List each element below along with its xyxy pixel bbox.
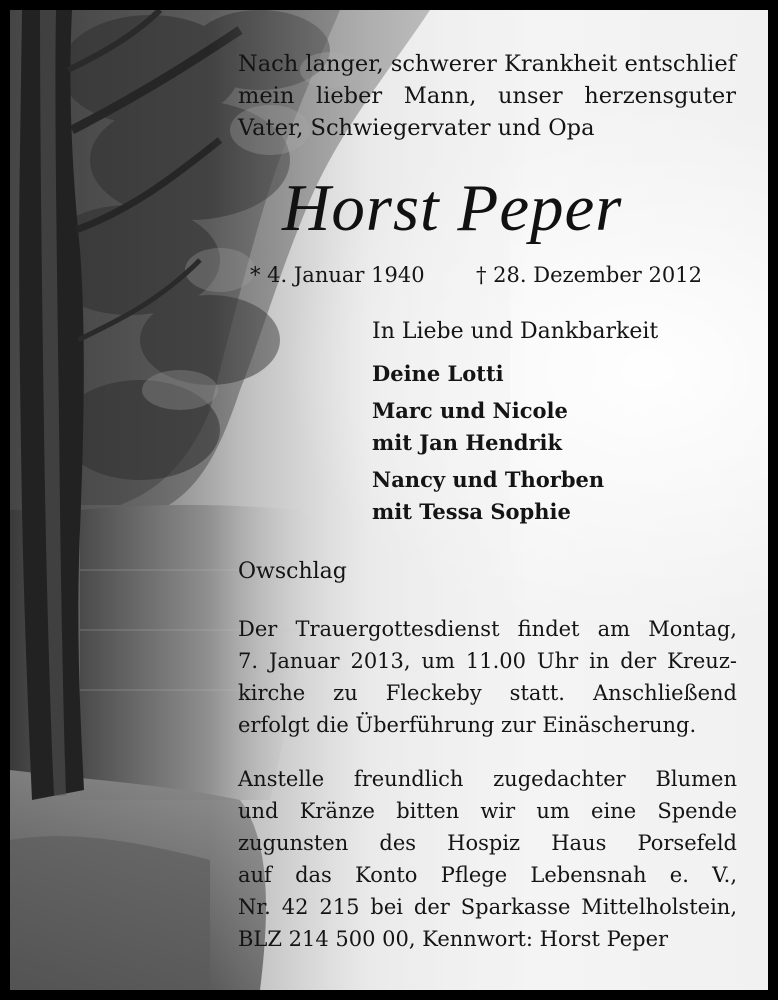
mourner-group [372,464,752,528]
donation-line: Anstelle freundlich zugedachter Blumen [238,767,737,791]
mourner-name: Nancy und Thorben [372,467,605,492]
mourners-lead: In Liebe und Dankbarkeit [372,319,659,344]
death-date: † 28. Dezember 2012 [476,263,702,287]
donation-line: BLZ 214 500 00, Kennwort: Horst Peper [238,927,669,951]
service-line: erfolgt die Überführung zur Einäscherung. [238,713,697,737]
donation-line: Nr. 42 215 bei der Sparkasse Mittelholstein, [238,895,737,919]
service-line: Der Trauergottesdienst findet am Montag, [238,617,737,641]
place-name: Owschlag [238,559,347,584]
intro-line: mein lieber Mann, unser herzensguter [238,83,736,109]
donation-line: zugunsten des Hospiz Haus Porsefeld [238,831,737,855]
mourner-name: mit Tessa Sophie [372,499,571,524]
mourner-group [372,395,752,459]
mourner-group [372,358,752,390]
mourner-name: Deine Lotti [372,361,504,386]
intro-text [238,48,736,144]
mourners-block [372,316,752,533]
intro-line: Vater, Schwiegervater und Opa [238,115,595,141]
birth-date: * 4. Januar 1940 [250,263,425,287]
mourner-name: mit Jan Hendrik [372,430,563,455]
donation-line: auf das Konto Pflege Lebensnah e. V., [238,863,737,887]
service-line: 7. Januar 2013, um 11.00 Uhr in der Kreuz- [238,649,737,673]
donation-paragraph [238,763,737,955]
obituary-notice [10,10,768,990]
donation-line: und Kränze bitten wir um eine Spende [238,799,737,823]
mourner-name: Marc und Nicole [372,398,568,423]
service-paragraph [238,613,737,741]
intro-line: Nach langer, schwerer Krankheit entschlief [238,51,736,77]
deceased-name: Horst Peper [282,171,623,245]
service-line: kirche zu Fleckeby statt. Anschließend [238,681,737,705]
